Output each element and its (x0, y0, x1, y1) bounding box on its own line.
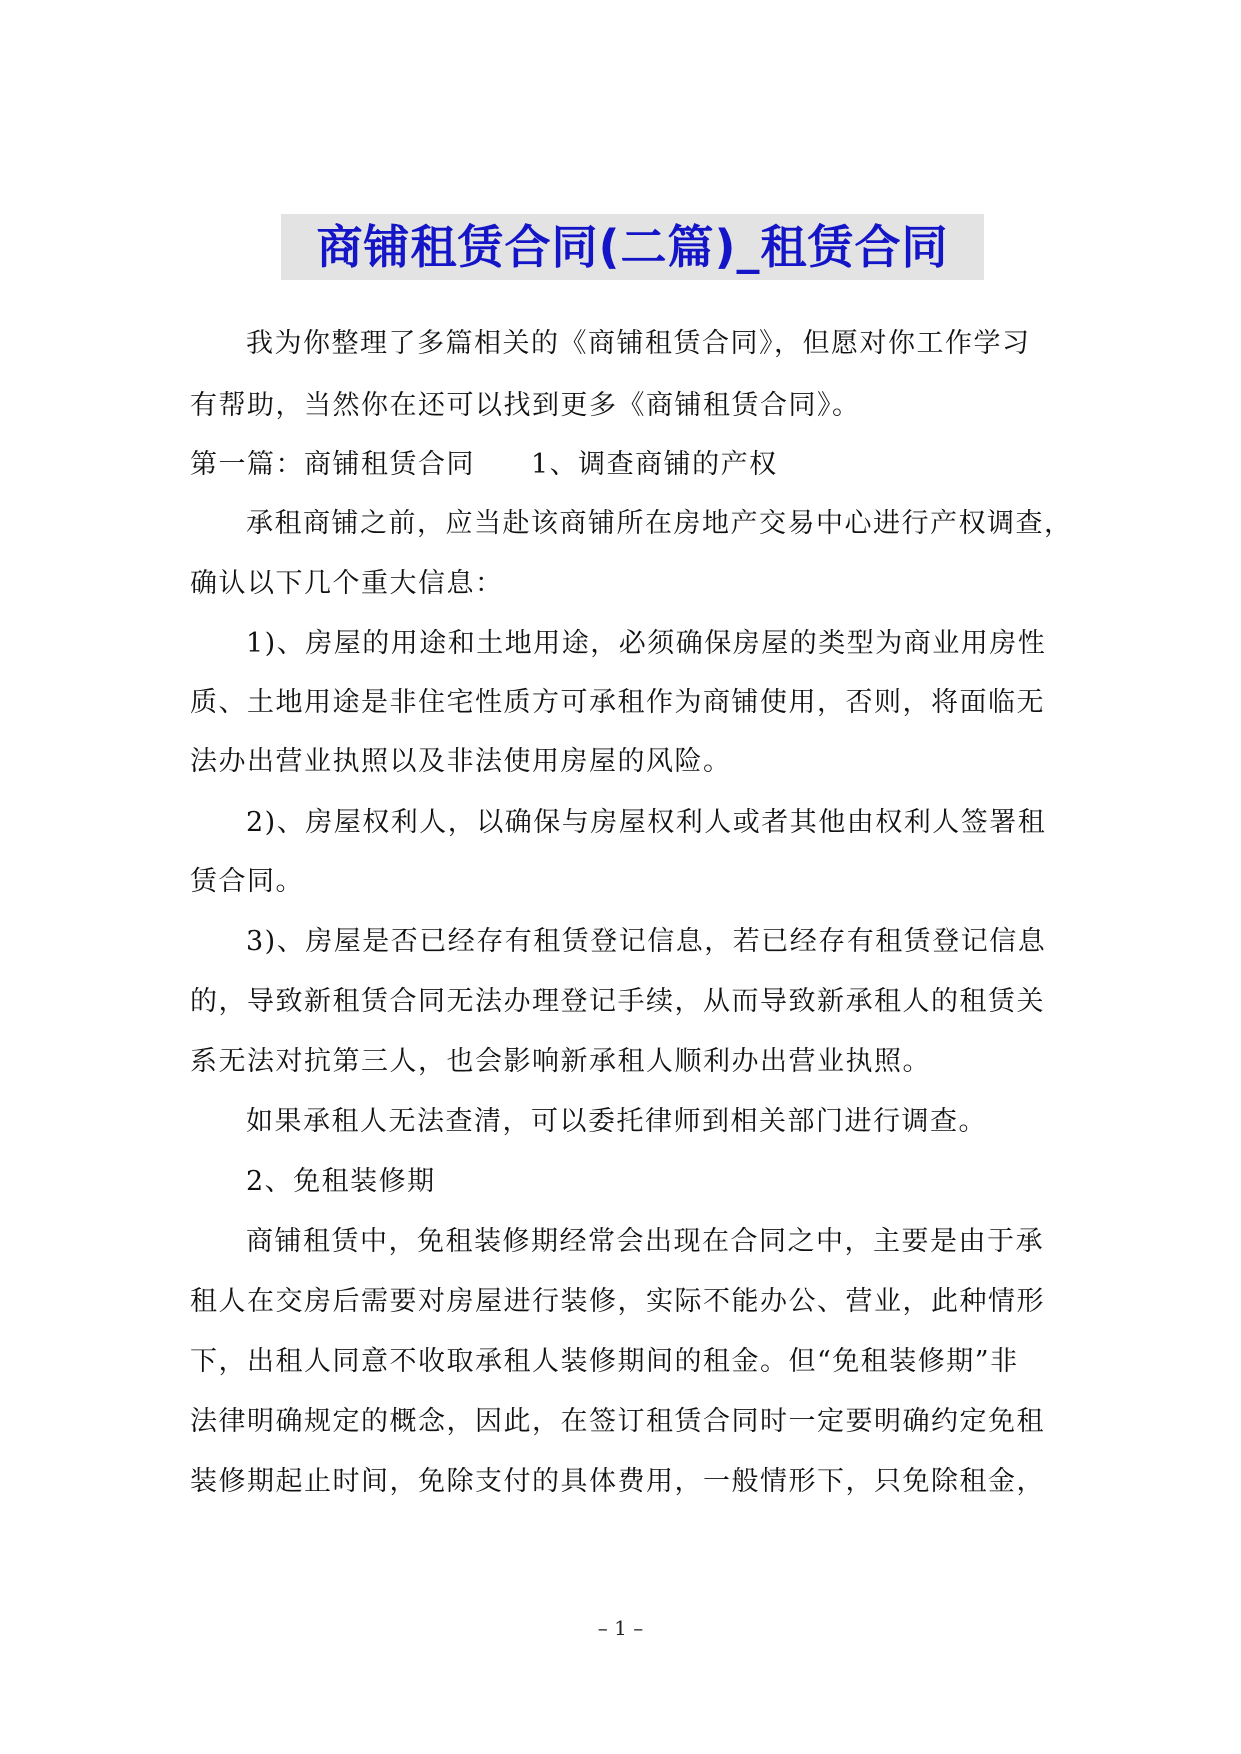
paragraph-line: 租人在交房后需要对房屋进行装修，实际不能办公、营业，此种情形 (190, 1286, 1045, 1317)
subsection-title: 1、调查商铺的产权 (531, 449, 778, 480)
paragraph-line: 有帮助，当然你在还可以找到更多《商铺租赁合同》。 (190, 390, 861, 421)
paragraph-line: 赁合同。 (190, 866, 304, 897)
paragraph-line: 系无法对抗第三人，也会影响新承租人顺利办出营业执照。 (190, 1046, 931, 1077)
subsection-title: 2、免租装修期 (246, 1166, 436, 1197)
paragraph-line: 法办出营业执照以及非法使用房屋的风险。 (190, 746, 732, 777)
paragraph-line: 商铺租赁中，免租装修期经常会出现在合同之中，主要是由于承 (246, 1226, 1044, 1257)
paragraph-line: 3)、房屋是否已经存有租赁登记信息，若已经存有租赁登记信息 (246, 926, 1047, 957)
paragraph-line: 承租商铺之前，应当赴该商铺所在房地产交易中心进行产权调查， (246, 508, 1073, 539)
paragraph-line: 装修期起止时间，免除支付的具体费用，一般情形下，只免除租金， (190, 1466, 1045, 1497)
paragraph-line: 1)、房屋的用途和土地用途，必须确保房屋的类型为商业用房性 (246, 628, 1047, 659)
paragraph-line: 如果承租人无法查清，可以委托律师到相关部门进行调查。 (246, 1106, 987, 1137)
paragraph-line: 的，导致新租赁合同无法办理登记手续，从而导致新承租人的租赁关 (190, 986, 1045, 1017)
paragraph-line: 确认以下几个重大信息： (190, 568, 504, 599)
section-heading-line (190, 445, 778, 485)
paragraph-line: 法律明确规定的概念，因此，在签订租赁合同时一定要明确约定免租 (190, 1406, 1045, 1437)
section-title: 第一篇：商铺租赁合同 (190, 449, 475, 480)
paragraph-line: 2)、房屋权利人，以确保与房屋权利人或者其他由权利人签署租 (246, 807, 1047, 838)
page-number: – 1 – (597, 1616, 644, 1640)
paragraph-line: 质、土地用途是非住宅性质方可承租作为商铺使用，否则，将面临无 (190, 687, 1045, 718)
paragraph-line: 我为你整理了多篇相关的《商铺租赁合同》，但愿对你工作学习 (246, 328, 1031, 359)
paragraph-line: 下，出租人同意不收取承租人装修期间的租金。但“免租装修期”非 (190, 1346, 1019, 1377)
document-title: 商铺租赁合同(二篇)_租赁合同 (316, 220, 949, 274)
title-highlight (281, 214, 984, 280)
